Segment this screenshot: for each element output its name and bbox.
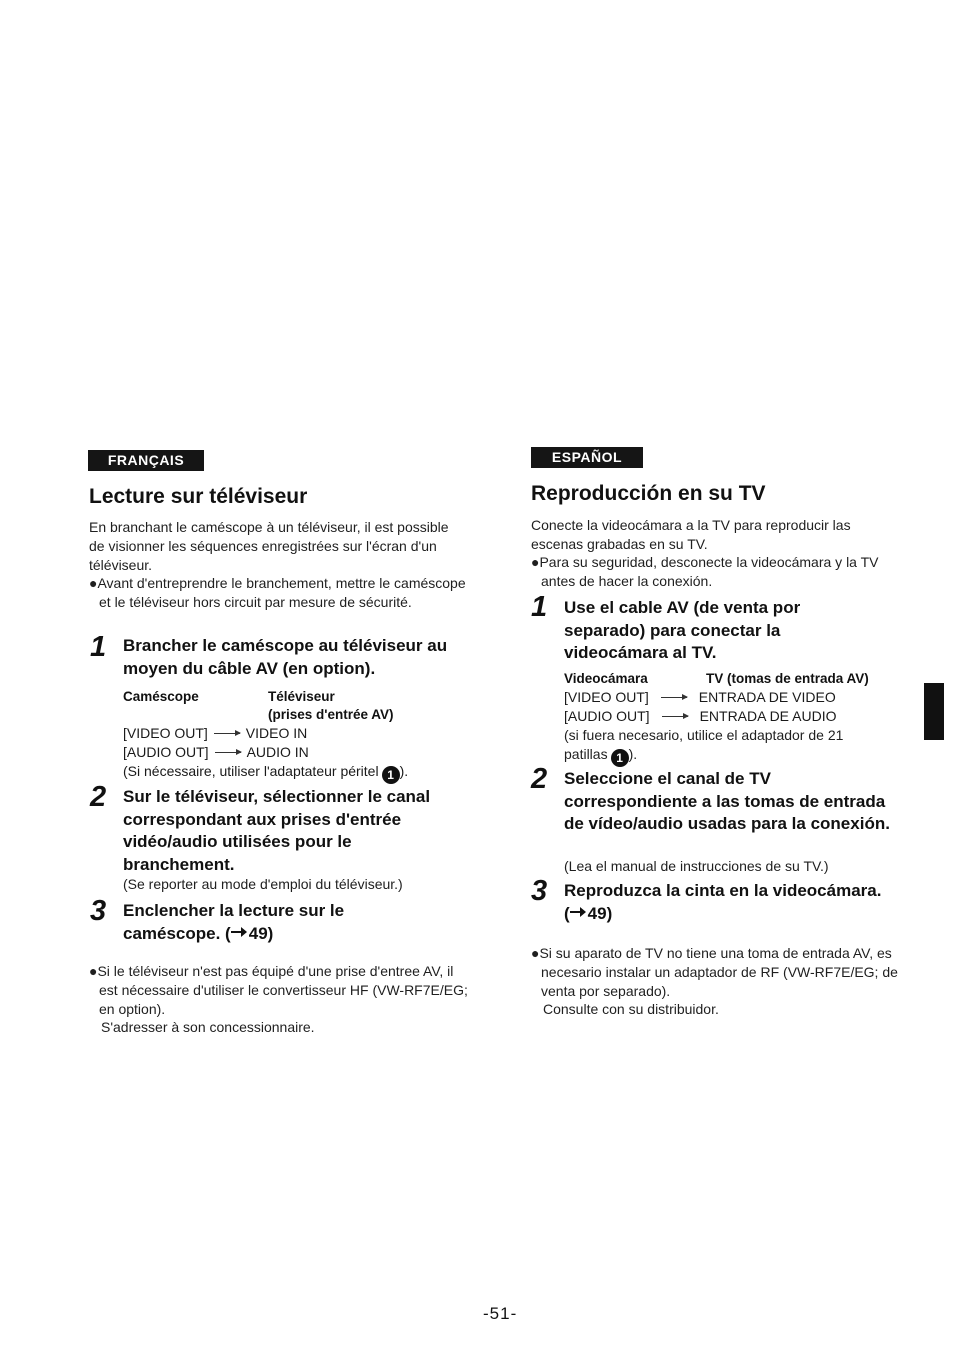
step-3-line-a-es: Reproduzca la cinta en la videocámara. <box>564 881 882 900</box>
step-number-1-fr: 1 <box>90 631 107 663</box>
safety-note-es: ●Para su seguridad, desconecte la videocámara y la TV antes de hacer la conexión. <box>531 554 879 589</box>
table-cell-to: AUDIO IN <box>246 744 309 760</box>
step-3-line-b-pre-es: ( <box>564 903 570 923</box>
arrow-right-icon <box>662 716 688 717</box>
footer-line-fr: S'adresser à son concessionnaire. <box>101 1019 315 1035</box>
step-3-line-b-pre-fr: caméscope. ( <box>123 923 231 943</box>
arrow-right-icon <box>231 931 242 933</box>
step-3-text-fr <box>123 900 463 945</box>
table-cell-from: [VIDEO OUT] <box>123 725 208 741</box>
step-2-note-es: (Lea el manual de instrucciones de su TV.) <box>564 858 829 874</box>
table-header-tv-es: TV (tomas de entrada AV) <box>706 671 869 686</box>
adapter-note-fr <box>123 762 408 784</box>
footer-line-es: Consulte con su distribuidor. <box>543 1001 719 1017</box>
table-cell-to: VIDEO IN <box>245 725 308 741</box>
arrow-right-icon <box>570 911 581 913</box>
table-row <box>123 743 309 762</box>
safety-note-fr: ●Avant d'entreprendre le branchement, mettre le caméscope et le téléviseur hors circuit par mesure de sécurité. <box>89 575 466 610</box>
step-3-line-a-fr: Enclencher la lecture sur le <box>123 901 345 920</box>
table-row <box>564 688 836 707</box>
table-row <box>123 724 307 743</box>
step-number-2-es: 2 <box>531 763 548 795</box>
table-cell-from: [VIDEO OUT] <box>564 689 649 705</box>
section-title-fr: Lecture sur téléviseur <box>89 485 308 508</box>
step-2-text-es: Seleccione el canal de TV correspondiente a las tomas de entrada de vídeo/audio usadas para la conexión. <box>564 769 890 833</box>
table-header-camcorder-fr: Caméscope <box>123 689 199 704</box>
page-ref-fr: 49) <box>248 923 274 943</box>
circled-one-icon: 1 <box>611 749 629 767</box>
intro-paragraph-es: Conecte la videocámara a la TV para reproducir las escenas grabadas en su TV. <box>531 517 851 552</box>
footer-note-es: ●Si su aparato de TV no tiene una toma de entrada AV, es necesario instalar un adaptador de RF (VW-RF7E/EG; de venta por separado). <box>531 945 898 999</box>
step-number-3-es: 3 <box>531 875 548 907</box>
table-cell-from: [AUDIO OUT] <box>123 744 209 760</box>
page-edge-marker <box>924 683 944 740</box>
arrow-right-icon <box>214 733 240 734</box>
section-title-es: Reproducción en su TV <box>531 482 766 505</box>
table-cell-from: [AUDIO OUT] <box>564 708 650 724</box>
page-ref-es: 49) <box>587 903 613 923</box>
table-cell-to: ENTRADA DE AUDIO <box>699 708 837 724</box>
table-subheader-tv-fr: (prises d'entrée AV) <box>268 707 394 722</box>
page-number: -51- <box>483 1304 518 1323</box>
step-2-note-fr: (Se reporter au mode d'emploi du téléviseur.) <box>123 876 403 892</box>
step-1-text-es: Use el cable AV (de venta por separado) para conectar la videocámara al TV. <box>564 598 801 662</box>
step-number-3-fr: 3 <box>90 895 107 927</box>
circled-one-icon: 1 <box>382 766 400 784</box>
adapter-note-text-fr: (Si nécessaire, utiliser l'adaptateur péritel <box>123 763 379 779</box>
step-3-line-b-fr <box>123 923 463 946</box>
step-3-text-es <box>564 880 924 925</box>
intro-paragraph-fr: En branchant le caméscope à un téléviseur, il est possible de visionner les séquences enregistrées sur l'écran d'un téléviseur. <box>89 519 449 573</box>
language-tab-espanol: ESPAÑOL <box>531 447 643 468</box>
adapter-note-text-es: (si fuera necesario, utilice el adaptador de 21 patillas <box>564 727 844 762</box>
arrow-right-icon <box>661 697 687 698</box>
table-header-tv-fr: Téléviseur <box>268 689 335 704</box>
table-row <box>564 707 836 726</box>
step-1-text-fr: Brancher le caméscope au téléviseur au moyen du câble AV (en option). <box>123 636 448 678</box>
step-3-line-b-es <box>564 903 924 926</box>
adapter-note-es <box>564 726 864 767</box>
footer-note-fr: ●Si le téléviseur n'est pas équipé d'une prise d'entree AV, il est nécessaire d'utiliser le convertisseur HF (VW-RF7E/EG; en option). <box>89 963 468 1017</box>
table-cell-to: ENTRADA DE VIDEO <box>698 689 836 705</box>
step-number-1-es: 1 <box>531 591 548 623</box>
language-tab-francais: FRANÇAIS <box>88 450 204 471</box>
adapter-note-end-fr: ). <box>399 763 409 779</box>
arrow-right-icon <box>215 752 241 753</box>
step-number-2-fr: 2 <box>90 781 107 813</box>
adapter-note-end-es: ). <box>628 746 638 762</box>
step-2-text-fr: Sur le téléviseur, sélectionner le canal correspondant aux prises d'entrée vidéo/audio utilisées pour le branchement. <box>123 787 431 874</box>
table-header-camcorder-es: Videocámara <box>564 671 648 686</box>
